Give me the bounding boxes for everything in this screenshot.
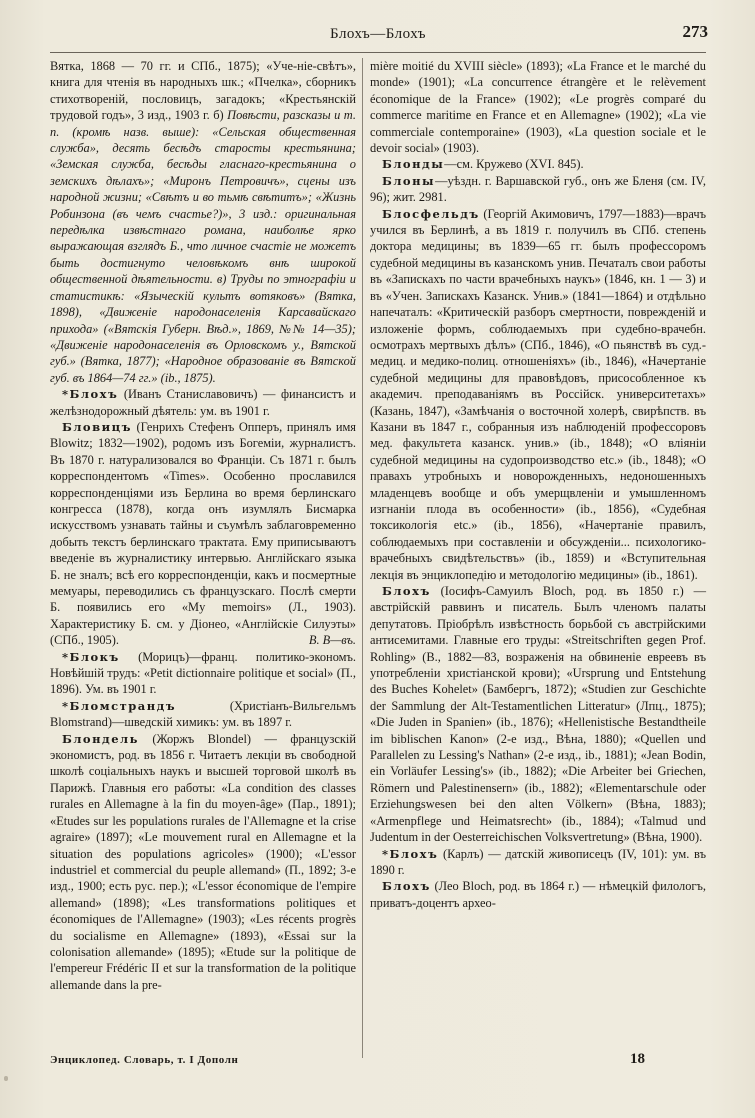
entry-headword: *Блохъ [382,846,439,861]
entry-body: (Жоржъ Blondel) — французскій экономистъ, род. въ 1856 г. Читаетъ лекціи въ свободной школѣ соціальныхъ наукъ и высшей торговой школѣ въ Парижѣ. Главныя его работы: «La condition des classes rurales en Allemagne à la fin du moyen-âge» (Пар., 1891); «Etudes sur les populations rurales de l'Allemagne et la crise agraire» (1897); «Le mouvement rural en Allemagne et la situation des populations agricoles» (1900); «L'essor industriel et commercial du peuple allemand» (П., 1892; 3-е изд., 1900; есть рус. пер.); «L'essor économique de l'empire allemand» (1898); «Les transformations politiques et économiques de l'Allemagne» (1903); «Les récents progrès du socialisme en Allemagne» (1893), «Essai sur la colonisation allemande» (1895); «Etude sur la politique de l'empereur Frédéric II et sur la transformation de la politique allemande dans la pre- [50,731,356,992]
entry-blokh-iosif [370,583,706,846]
column-divider [362,58,363,1058]
entry-body: (Иванъ Станиславовичъ) — финансистъ и желѣзнодорожный дѣятель: ум. въ 1901 г. [50,387,356,418]
entry-body: (Генрихъ Стефенъ Опперъ, принялъ имя Blowitz; 1832—1902), родомъ изъ Богеміи, журналистъ. Въ 1870 г. натурализовался во Франціи. Съ 1871 г. былъ корреспондентомъ «Times». Особенно прославился корреспонденціями изъ Берлина во время берлинскаго конгресса (1878), когда онъ изумлялъ Бисмарка искусствомъ узнавать тайны и съумѣлъ заблаговременно добыть текстъ берлинскаго трактата. Ему приписываютъ введеніе въ журналистику интервью. Англійскаго языка Б. не зналъ; всѣ его корреспонденціи, какъ и посмертные мемуары, переводились съ французскаго. Послѣ смерти Б. появились его «My memoirs» (Л., 1903). Характеристику Б. см. у Діонео, «Англійскіе Силуэты» (СПб., 1905). [50,419,356,648]
entry-headword: Бловицъ [62,419,132,434]
entry-author: В. В—въ. [308,633,356,648]
entry-blokh-ivan [50,386,356,419]
entry-body: —см. Кружево (XVI. 845). [444,157,584,172]
continuation-text: mière moitié du XVIII siècle» (1893); «La France et le marché du monde» (1901); «La concurrence étrangère et le relèvement économique de la France» (1902); «Le progrès comparé du commerce maritime en France et en Allemagne» (1902); «La vie commerciale contemporaine» (1903), «La question sociale et le devoir social» (1903). [370,59,706,156]
entry-headword: *Бломстрандъ [62,698,177,713]
page-header [48,22,708,50]
entry-blokh-leo [370,878,706,911]
entry-blosfeld [370,206,706,583]
page-footer [50,1051,706,1078]
entry-blony [370,173,706,206]
entry-body: (Лео Bloch, род. въ 1864 г.) — нѣмецкій филологъ, приватъ-доцентъ археo- [370,879,706,910]
entry-body: (Морицъ)—франц. политико-экономъ. Новѣйшій трудъ: «Petit dictionnaire politique et social» (П., 1896). Ум. въ 1901 г. [50,649,356,697]
entry-blovits [50,419,356,649]
signature-number: 18 [630,1051,645,1067]
entry-body: (Іосифъ-Самуилъ Bloch, род. въ 1850 г.) — австрійскій раввинъ и писатель. Былъ членомъ палаты депутатовъ. Пріобрѣлъ извѣстность борьбой съ австрійскими антисемитами. Главные его труды: «Streitschriften gegen Prof. Rohling» (В., 1882—83, возраженія на обвиненіе евреевъ въ употребленіи христіанской крови); «Ursprung und Entstehung des Buches Kohelet» (Бамбергъ, 1872); «Studien zur Geschichte der Sammlung der Alt-Testamentlichen Litteratur» (Лпц., 1875); «Die Juden in Spanien» (ib., 1876); «Hellenistische Bestandtheile im biblischen Kanon» (2-е изд., Вѣна, 1880); «Quellen und Parallelen zu Lessing's Nathan» (2-е изд., ib., 1881); «Jean Bodin, ein Vorläufer Lessing's» (ib., 1882); «Die Arbeiter bei Griechen, Römern und Palestinensern» (ib., 1882); «Elementarschule oder Erziehungswesen bei den alten Völkern» (Вѣна, 1883); «Armenpflege und Heimatsrecht» (ib., 1884); «Talmud und Judentum in der Oesterreichischen Volksvertretung» (Вѣна, 1900). [370,584,706,845]
entry-body: (Георгій Акимовичъ, 1797—1883)—врачъ учился въ Берлинѣ, а въ 1819 г. получилъ въ СПб. степень доктора медицины; въ 1839—65 гг. былъ профессоромъ судебной медицины въ казанскомъ унив. Печаталъ свои работы въ «Запискахъ по части врачебныхъ наукъ» (1846, кн. 1 — 3) и въ «Учен. Запискахъ Казанск. Унив.» (1841—1864) и отдѣльно напечаталъ: «Критическій разборъ смертности, поврежденій и изложеніе формъ, соблюдаемыхъ при судебно-врачебн. осмотрахъ мертвыхъ дѣлъ» (СПб., 1846), «О пьянствѣ въ суд.-медиц. и медико-полиц. отношеніяхъ» (ib., 1846), «Начертаніе судебной медицины для правовѣдовъ, присособленное къ академич. преподаваніямъ въ Россійск. университетахъ» (Казань, 1847), «Замѣчанія о восточной холерѣ, свирѣпств. въ Казани въ 1847 г., собранныя изъ наблюденій профессоровъ мед. факультета казанск. унив.» (ib., 1848); «О вліяніи судебной медицины на судопроизводство etc.» (ib., 1848); «О правахъ утробныхъ и новорожденныхъ, недоношенныхъ младенцевъ вообще и объ умерщвленіи и умышленномъ изгнаніи плода въ особенности» (ib., 1856), «Судебная токсикологія etc.» (ib., 1856), «Начертаніе правилъ, соблюдаемыхъ при составленіи и обсужденіи... психологико-врачебныхъ свидѣтельствъ» (ib., 1859) и «Вступительная лекція въ энциклопедію и методологію медицины» (ib., 1861). [370,206,706,582]
entry-blondy [370,156,706,172]
left-column [50,58,356,993]
header-rule [50,52,706,53]
footer-imprint: Энциклопед. Словарь, т. I Дополн [50,1054,239,1066]
entry-body: —уѣздн. г. Варшавской губ., онъ же Бленя (см. IV, 96); жит. 2981. [370,173,706,205]
entry-headword: Блосфельдъ [382,206,480,221]
page-number: 273 [682,22,708,41]
text-columns [50,58,706,1068]
entry-body: (Христіанъ-Вильгельмъ Blomstrand)—шведскій химикъ: ум. въ 1897 г. [50,698,356,730]
right-column [370,58,706,911]
entry-headword: *Блохъ [62,387,119,402]
continuation-text: Вятка, 1868 — 70 гг. и СПб., 1875); «Уче-ніе-свѣтъ», книга для чтенія въ народныхъ шк.; «Пчелка», сборникъ стихотвореній, пословицъ, загадокъ; «Крестьянскій трудовой годъ», 3 изд., 1903 г. б) Повѣсти, разсказы и т. п. (кромѣ назв. выше): «Сельская общественная служба», десять бесѣдъ старосты крестьянина; «Земская служба, бесѣды гласнаго-крестьянина о земскихъ дѣлахъ»; «Миронъ Петровичъ», сцены изъ народной жизни; «Свѣтъ и во тьмѣ свѣтитъ»; «Жизнь Робинзона (въ чемъ счастье?)», 3 изд.: оригинальная передѣлка извѣстнаго романа, наиболѣе ярко выражающая взглядъ Б., что личное счастіе не можетъ быть достигнуто человѣкомъ внѣ широкой общественной дѣятельности. в) Труды по этнографіи и статистикѣ: «Языческій культъ вотяковъ» (Вятка, 1898), «Движеніе народонаселенія Карсавайскаго прихода» («Вятскія Губерн. Вѣд.», 1869, №№ 14—35); «Движеніе народонаселенія въ Орловскомъ у., Вятской губ.» (Вятка, 1877); «Народное образованіе въ Вятской губ. въ 1864—74 гг.» (ib., 1875). [50,59,356,385]
entry-body: (Карлъ) — датскій живописецъ (IV, 101): ум. въ 1890 г. [370,846,706,877]
entry-headword: *Блокъ [62,649,120,664]
entry-headword: Блонды [382,157,445,172]
entry-blomstrand [50,698,356,731]
entry-headword: Блоны [382,173,436,188]
entry-headword: Блохъ [382,584,431,598]
page-edge-mark [4,1076,8,1081]
entry-blok-morits [50,649,356,698]
entry-blokh-karl [370,846,706,879]
entry-blondel [50,731,356,994]
entry-headword: Блондель [62,731,139,746]
entry-headword: Блохъ [382,879,431,894]
continuation-text: Повѣсти, разсказы и т. п. (кромѣ назв. выше): «Сельская общественная служба», десять бесѣдъ старосты крестьянина; «Земская служба, бесѣды гласнаго-крестьянина о земскихъ дѣлахъ»; «Миронъ Петровичъ», сцены изъ народной жизни; «Свѣтъ и во тьмѣ свѣтитъ»; «Жизнь Робинзона (въ чемъ счастье?)», 3 изд.: оригинальная передѣлка извѣстнаго романа, наиболѣе ярко выражающая взглядъ Б., что личное счастіе не можетъ быть достигнуто человѣкомъ внѣ широкой общественной дѣятельности. в) Труды по этнографіи и статистикѣ: «Языческій культъ вотяковъ» (Вятка, 1898), «Движеніе народонаселенія Карсавайскаго прихода» («Вятскія Губерн. Вѣд.», 1869, №№ 14—35); «Движеніе народонаселенія въ Орловскомъ у., Вятской губ.» (Вятка, 1877); «Народное образованіе въ Вятской губ. въ 1864—74 гг.» (ib., 1875). [50,108,356,385]
running-head: Блохъ—Блохъ [330,26,426,42]
